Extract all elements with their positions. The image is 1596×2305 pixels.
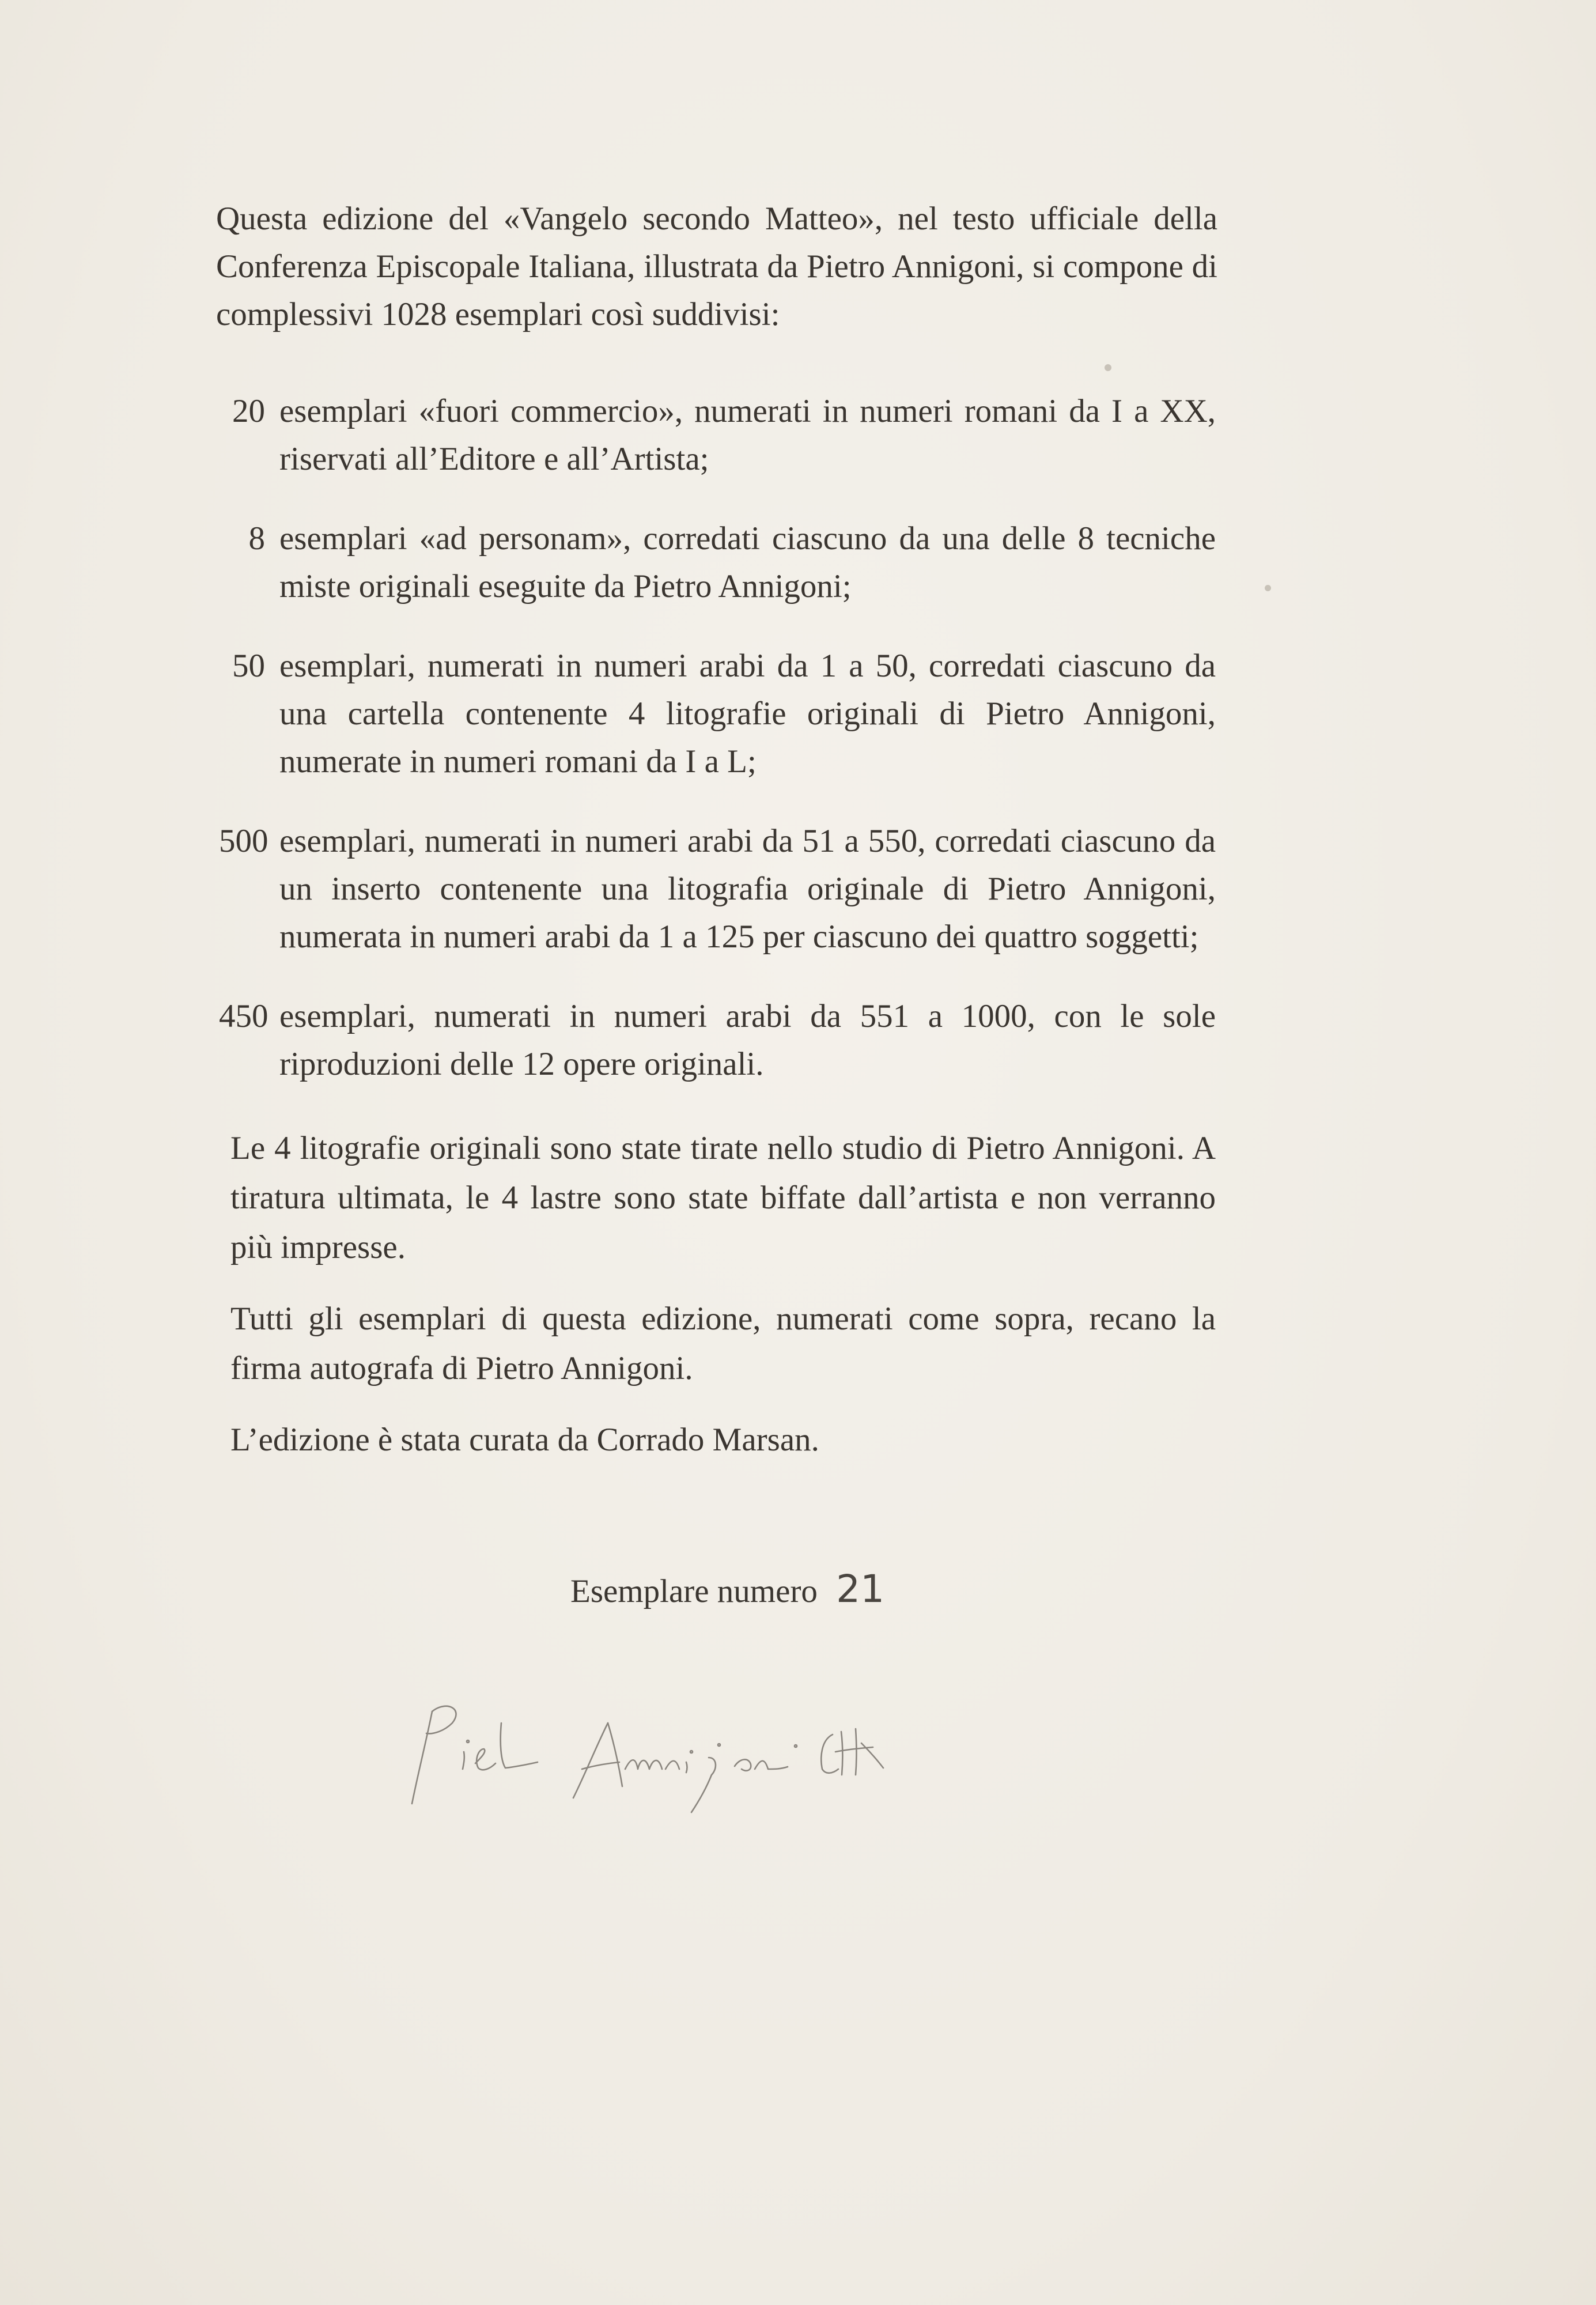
list-item — [219, 817, 1216, 961]
entry-text: esemplari, numerati in numeri arabi da 51 a 550, corredati ciascuno da un inserto contenente una litografia originale di Pietro Annigoni, numerata in numeri arabi da 1 a 125 per ciascuno dei quattro soggetti; — [279, 823, 1216, 955]
editor-note: L’edizione è stata curata da Corrado Marsan. — [230, 1422, 819, 1458]
list-item — [219, 992, 1216, 1088]
entry-count: 500 — [219, 823, 268, 859]
paper-speck — [1105, 364, 1111, 371]
copy-number-label: Esemplare numero — [570, 1573, 818, 1609]
entry-text: esemplari, numerati in numeri arabi da 551 a 1000, con le sole riproduzioni delle 12 opere originali. — [279, 998, 1216, 1082]
paper-speck — [1265, 585, 1271, 591]
copy-number-value: 21 — [836, 1567, 885, 1611]
intro-paragraph: Questa edizione del «Vangelo secondo Matteo», nel testo ufficiale della Conferenza Episcopale Italiana, illustrata da Pietro Annigoni, si compone di complessivi 1028 esemplari così suddivisi: — [216, 201, 1217, 332]
entry-text: esemplari «fuori commercio», numerati in numeri romani da I a XX, riservati all’Editore e all’Artista; — [279, 393, 1216, 477]
entry-text: esemplari «ad personam», corredati ciascuno da una delle 8 tecniche miste originali eseguite da Pietro Annigoni; — [279, 520, 1216, 604]
entry-text: esemplari, numerati in numeri arabi da 1 a 50, corredati ciascuno da una cartella contenente 4 litografie originali di Pietro Annigoni, numerate in numeri romani da I a L; — [279, 648, 1216, 780]
handwritten-signature — [377, 1688, 1028, 1821]
copy-number-line — [570, 1566, 884, 1615]
signature-note: Tutti gli esemplari di questa edizione, numerati come sopra, recano la firma autografa di Pietro Annigoni. — [230, 1301, 1216, 1386]
entry-count: 8 — [248, 520, 265, 557]
entry-count: 20 — [232, 393, 265, 429]
edition-list — [219, 387, 1216, 1120]
notes-section — [230, 1124, 1216, 1487]
list-item — [219, 387, 1216, 483]
list-item — [219, 642, 1216, 785]
lithograph-note: Le 4 litografie originali sono state tirate nello studio di Pietro Annigoni. A tiratura ultimata, le 4 lastre sono state biffate dall’artista e non verranno più impresse. — [230, 1130, 1216, 1265]
list-item — [219, 515, 1216, 610]
entry-count: 50 — [232, 648, 265, 684]
entry-count: 450 — [219, 998, 268, 1034]
